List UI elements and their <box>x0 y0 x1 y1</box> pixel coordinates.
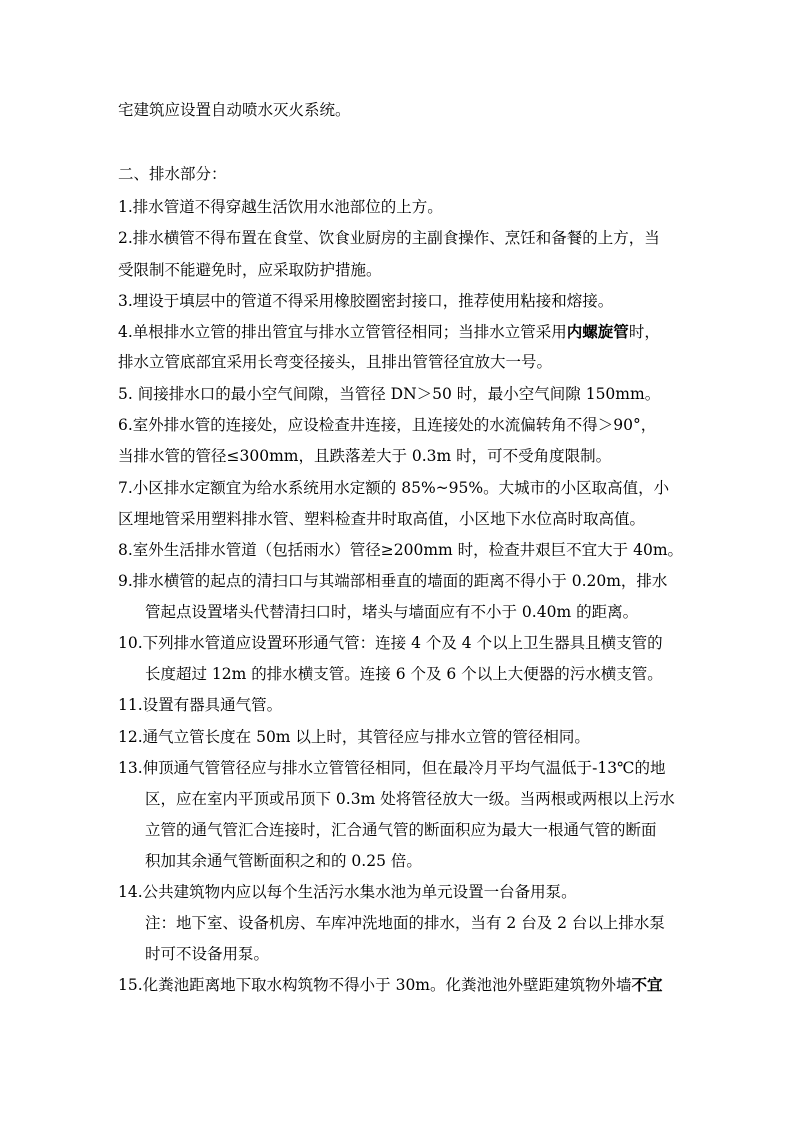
item-15-line-1 <box>118 975 794 995</box>
section-title: 二、排水部分： <box>118 165 227 183</box>
item-10-line-1: 10.下列排水管道应设置环形通气管：连接 4 个及 4 个以上卫生器具且横支管的 <box>118 634 663 652</box>
item-13-line-4: 积加其余通气管断面积之和的 0.25 倍。 <box>145 852 422 870</box>
item-2-line-2: 受限制不能避免时，应采取防护措施。 <box>118 261 382 279</box>
item-11: 11.设置有器具通气管。 <box>118 696 283 714</box>
item-4-text-pre: 4.单根排水立管的排出管宜与排水立管管径相同；当排水立管采用 <box>118 323 567 341</box>
item-8: 8.室外生活排水管道（包括雨水）管径≥200mm 时，检查井艰巨不宜大于 40m。 <box>118 541 684 559</box>
item-2-line-1: 2.排水横管不得布置在食堂、饮食业厨房的主副食操作、烹饪和备餐的上方，当 <box>118 229 660 247</box>
item-6-line-2: 当排水管的管径≤300mm，且跌落差大于 0.3m 时，可不受角度限制。 <box>118 447 612 465</box>
item-4-text-post: 时， <box>628 323 660 341</box>
item-15-bold-term: 不宜 <box>631 975 663 994</box>
item-15-text-pre: 15.化粪池距离地下取水构筑物不得小于 30m。化粪池池外壁距建筑物外墙 <box>118 976 632 994</box>
item-9-line-1: 9.排水横管的起点的清扫口与其端部相垂直的墙面的距离不得小于 0.20m，排水 <box>118 572 668 590</box>
item-14-line-1: 14.公共建筑物内应以每个生活污水集水池为单元设置一台备用泵。 <box>118 883 577 901</box>
item-13-line-2: 区，应在室内平顶或吊顶下 0.3m 处将管径放大一级。当两根或两根以上污水 <box>145 790 675 808</box>
intro-line: 宅建筑应设置自动喷水灭火系统。 <box>118 101 351 119</box>
item-7-line-2: 区埋地管采用塑料排水管、塑料检查井时取高值，小区地下水位高时取高值。 <box>118 510 646 528</box>
item-6-line-1: 6.室外排水管的连接处，应设检查井连接，且连接处的水流偏转角不得＞90°， <box>118 416 657 434</box>
item-13-line-3: 立管的通气管汇合连接时，汇合通气管的断面积应为最大一根通气管的断面 <box>145 821 657 839</box>
item-4-bold-term: 内螺旋管 <box>566 322 629 341</box>
item-7-line-1: 7.小区排水定额宜为给水系统用水定额的 85%~95%。大城市的小区取高值，小 <box>118 479 670 497</box>
item-3: 3.埋设于填层中的管道不得采用橡胶圈密封接口，推荐使用粘接和熔接。 <box>118 292 614 310</box>
item-4-line-2: 排水立管底部宜采用长弯变径接头，且排出管管径宜放大一号。 <box>118 353 553 371</box>
item-13-line-1: 13.伸顶通气管管径应与排水立管管径相同，但在最冷月平均气温低于-13℃的地 <box>118 759 666 777</box>
item-4-line-1 <box>118 322 794 342</box>
item-12: 12.通气立管长度在 50m 以上时，其管径应与排水立管的管径相同。 <box>118 728 590 746</box>
item-14-note-line-1: 注：地下室、设备机房、车库冲洗地面的排水，当有 2 台及 2 台以上排水泵 <box>145 914 665 932</box>
item-10-line-2: 长度超过 12m 的排水横支管。连接 6 个及 6 个以上大便器的污水横支管。 <box>145 665 663 683</box>
item-1: 1.排水管道不得穿越生活饮用水池部位的上方。 <box>118 198 443 216</box>
item-14-note-line-2: 时可不设备用泵。 <box>145 945 270 963</box>
item-5: 5. 间接排水口的最小空气间隙，当管径 DN＞50 时，最小空气间隙 150mm。 <box>118 385 661 403</box>
item-9-line-2: 管起点设置堵头代替清扫口时，堵头与墙面应有不小于 0.40m 的距离。 <box>145 603 639 621</box>
